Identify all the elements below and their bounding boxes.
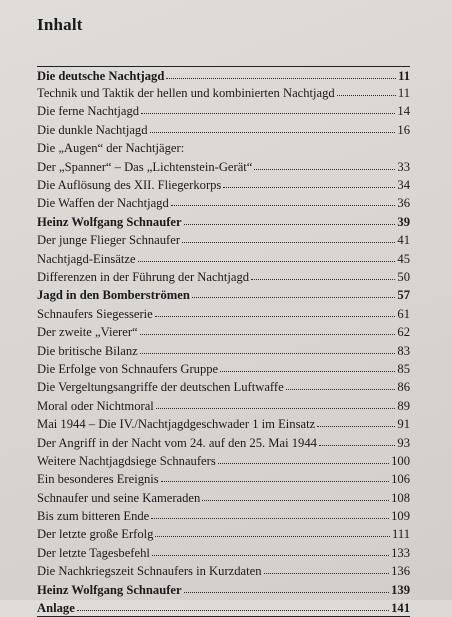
toc-entry-title: Der letzte große Erfolg xyxy=(37,527,154,542)
toc-dot-leader xyxy=(264,563,390,575)
toc-page-number: 11 xyxy=(398,69,410,83)
toc-entry xyxy=(37,250,410,268)
toc-entry-title: Schnaufer und seine Kameraden xyxy=(37,490,201,505)
toc-page-number: 11 xyxy=(397,86,410,101)
toc-dot-leader xyxy=(251,269,395,281)
toc-page-number: 45 xyxy=(397,251,410,266)
toc-entry xyxy=(37,544,410,562)
toc-dot-leader xyxy=(171,195,396,207)
toc-entry-title: Jagd in den Bomberströmen xyxy=(37,288,190,303)
toc-page-number: 108 xyxy=(391,490,410,505)
toc-page-number: 106 xyxy=(391,472,410,487)
toc-entry xyxy=(37,102,410,120)
toc-page-number: 57 xyxy=(397,288,410,303)
toc-page-number: 41 xyxy=(397,233,410,248)
toc-page-number: 36 xyxy=(397,196,410,211)
toc-page-number: 62 xyxy=(397,325,410,340)
toc-entry-title: Die britische Bilanz xyxy=(37,343,138,358)
toc-page-number: 50 xyxy=(397,270,410,284)
toc-entry xyxy=(37,121,410,139)
toc-entry xyxy=(37,415,410,433)
toc-chapter-entry xyxy=(37,581,410,599)
toc-entry-title: Der Angriff in der Nacht vom 24. auf den 25. Mai 1944 xyxy=(37,435,317,450)
toc-entry xyxy=(37,139,410,157)
toc-dot-leader xyxy=(202,490,389,502)
toc-entry xyxy=(37,562,410,580)
toc-dot-leader xyxy=(317,416,395,428)
toc-dot-leader xyxy=(223,177,395,189)
toc-entry xyxy=(37,378,410,396)
toc-entry xyxy=(37,507,410,525)
toc-entry-title: Ein besonderes Ereignis xyxy=(37,472,159,487)
toc-dot-leader xyxy=(184,582,390,594)
toc-dot-leader xyxy=(218,453,389,465)
toc-entry-title: Die Vergeltungsangriffe der deutschen Luftwaffe xyxy=(37,380,284,395)
toc-entry xyxy=(37,176,410,194)
toc-dot-leader xyxy=(254,159,395,171)
toc-entry-title: Technik und Taktik der hellen und kombinierten Nachtjagd xyxy=(37,86,335,101)
toc-chapter-entry xyxy=(37,213,410,231)
toc-entry xyxy=(37,194,410,212)
toc-page-number: 139 xyxy=(391,582,410,597)
toc-entry xyxy=(37,525,410,543)
toc-entry xyxy=(37,434,410,452)
toc-entry-title: Bis zum bitteren Ende xyxy=(37,509,150,524)
toc-dot-leader xyxy=(286,379,396,391)
toc-entry-title: Die Erfolge von Schnaufers Gruppe xyxy=(37,361,219,376)
toc-entry-title: Der „Spanner“ – Das „Lichtenstein-Gerät“ xyxy=(37,159,253,174)
toc-dot-leader xyxy=(155,526,390,538)
toc-page-number: 16 xyxy=(397,122,410,137)
toc-dot-leader xyxy=(182,232,395,244)
toc-entry-title: Die dunkle Nachtjagd xyxy=(37,122,148,137)
toc-entry-title: Die „Augen“ der Nachtjäger: xyxy=(37,141,185,156)
toc-entry xyxy=(37,470,410,488)
toc-entry-title: Die deutsche Nachtjagd xyxy=(37,69,165,83)
toc-page-number: 136 xyxy=(391,564,410,579)
toc-dot-leader xyxy=(161,471,389,483)
toc-page-number: 85 xyxy=(397,361,410,376)
toc-dot-leader xyxy=(140,324,396,336)
toc-entry xyxy=(37,231,410,249)
toc-entry xyxy=(37,342,410,360)
toc-page-number: 14 xyxy=(397,104,410,119)
toc-dot-leader xyxy=(140,343,396,355)
toc-entry-title: Heinz Wolfgang Schnaufer xyxy=(37,582,182,597)
toc-entry xyxy=(37,360,410,378)
toc-entry xyxy=(37,268,410,286)
toc-page-number: 93 xyxy=(397,435,410,450)
toc-entry xyxy=(37,489,410,507)
toc-entry-title: Mai 1944 – Die IV./Nachtjagdgeschwader 1 im Einsatz xyxy=(37,417,316,432)
toc-dot-leader xyxy=(166,68,396,80)
toc-page-number: 39 xyxy=(397,214,410,229)
toc-dot-leader xyxy=(141,103,395,115)
toc-dot-leader xyxy=(337,85,396,97)
toc-dot-leader xyxy=(151,508,389,520)
toc-dot-leader xyxy=(184,214,396,226)
toc-chapter-entry xyxy=(37,599,410,617)
toc-dot-leader xyxy=(156,398,396,410)
toc-entry-title: Die Nachkriegszeit Schnaufers in Kurzdaten xyxy=(37,564,262,579)
toc-page-number: 111 xyxy=(392,527,410,542)
toc-entry-title: Nachtjagd-Einsätze xyxy=(37,251,136,266)
toc-dot-leader xyxy=(220,361,395,373)
toc-page-number: 109 xyxy=(391,509,410,524)
toc-entry xyxy=(37,158,410,176)
toc-entry-title: Die Waffen der Nachtjagd xyxy=(37,196,169,211)
toc-page-number: 34 xyxy=(397,178,410,193)
toc-dot-leader xyxy=(192,287,396,299)
toc-page-number: 133 xyxy=(391,545,410,560)
toc-entry xyxy=(37,84,410,102)
toc-entry-title: Heinz Wolfgang Schnaufer xyxy=(37,214,182,229)
toc-entry-title: Weitere Nachtjagdsiege Schnaufers xyxy=(37,453,216,468)
toc-entry-title: Der letzte Tagesbefehl xyxy=(37,545,150,560)
toc-page-number: 86 xyxy=(397,380,410,395)
toc-page-number: 33 xyxy=(397,159,410,174)
toc-entry-title: Der zweite „Vierer“ xyxy=(37,325,138,340)
toc-entry-title: Der junge Flieger Schnaufer xyxy=(37,233,181,248)
toc-dot-leader xyxy=(319,435,395,447)
toc-entry-title: Schnaufers Siegesserie xyxy=(37,306,153,321)
toc-dot-leader xyxy=(138,251,396,263)
toc-page-number: 61 xyxy=(397,306,410,321)
toc-entry-title: Anlage xyxy=(37,601,75,616)
toc-entry xyxy=(37,397,410,415)
toc-entry xyxy=(37,305,410,323)
table-of-contents xyxy=(37,66,410,617)
toc-dot-leader xyxy=(150,122,396,134)
toc-dot-leader xyxy=(155,306,396,318)
toc-page-number: 100 xyxy=(391,453,410,468)
toc-chapter-entry xyxy=(37,66,410,84)
toc-page-number: 91 xyxy=(397,417,410,432)
toc-chapter-entry xyxy=(37,286,410,304)
toc-page-number: 141 xyxy=(391,601,410,616)
toc-entry xyxy=(37,323,410,341)
toc-dot-leader xyxy=(152,545,389,557)
toc-entry xyxy=(37,452,410,470)
toc-entry-title: Die Auflösung des XII. Fliegerkorps xyxy=(37,178,222,193)
toc-page-number: 89 xyxy=(397,398,410,413)
toc-dot-leader xyxy=(77,600,389,612)
toc-page-number: 83 xyxy=(397,343,410,358)
toc-entry-title: Die ferne Nachtjagd xyxy=(37,104,140,119)
page-heading: Inhalt xyxy=(37,15,83,34)
toc-entry-title: Moral oder Nichtmoral xyxy=(37,398,154,413)
toc-entry-title: Differenzen in der Führung der Nachtjagd xyxy=(37,270,250,284)
